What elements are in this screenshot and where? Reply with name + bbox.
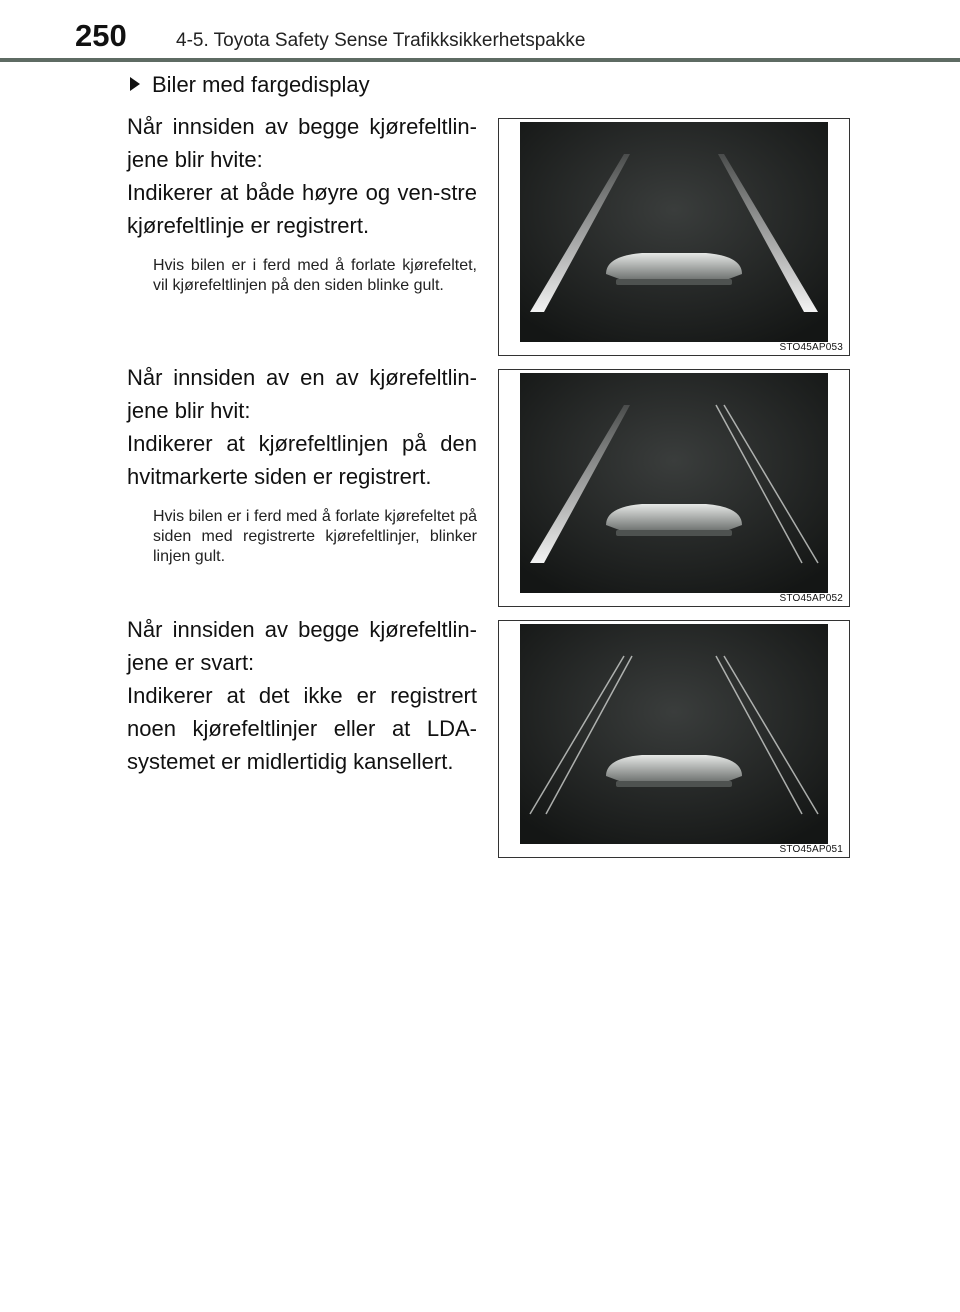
block-1-body: Indikerer at både høyre og ven-stre kjørefeltlinje er registrert. [127,180,477,238]
figure-both-lanes-white [498,118,850,356]
block-1-note: Hvis bilen er i ferd med å forlate kjørefeltet, vil kjørefeltlinjen på den siden blinke gult. [153,257,477,294]
vehicle-icon [606,755,742,782]
figure-code: STO45AP053 [779,342,843,353]
lane-display-illustration [520,122,828,342]
figure-one-lane-white [498,369,850,607]
block-2-lead: Når innsiden av en av kjørefeltlin-jene blir hvit: [127,365,477,423]
figure-code: STO45AP051 [779,844,843,855]
vehicle-icon [606,504,742,531]
header-divider [0,58,960,62]
triangle-bullet-icon [130,77,140,91]
section-heading-text: Biler med fargedisplay [152,72,370,97]
description-block-3 [127,613,477,778]
page-header [0,0,960,64]
section-heading [130,72,370,98]
block-3-lead: Når innsiden av begge kjørefeltlin-jene er svart: [127,617,477,675]
block-2-note: Hvis bilen er i ferd med å forlate kjørefeltet på siden med registrerte kjørefeltlinjer, blinker linjen gult. [153,508,477,565]
vehicle-icon [606,253,742,280]
lane-display-illustration [520,373,828,593]
description-block-1 [127,110,477,296]
block-1-lead: Når innsiden av begge kjørefeltlin-jene blir hvite: [127,114,477,172]
block-3-body: Indikerer at det ikke er registrert noen kjørefeltlinjer eller at LDA-systemet er midlertidig kansellert. [127,683,477,774]
figure-code: STO45AP052 [779,593,843,604]
lane-display-illustration [520,624,828,844]
chapter-title: 4-5. Toyota Safety Sense Trafikksikkerhetspakke [176,30,586,51]
description-block-2 [127,361,477,567]
page-number: 250 [75,18,127,53]
figure-both-lanes-black [498,620,850,858]
block-2-body: Indikerer at kjørefeltlinjen på den hvitmarkerte siden er registrert. [127,431,477,489]
